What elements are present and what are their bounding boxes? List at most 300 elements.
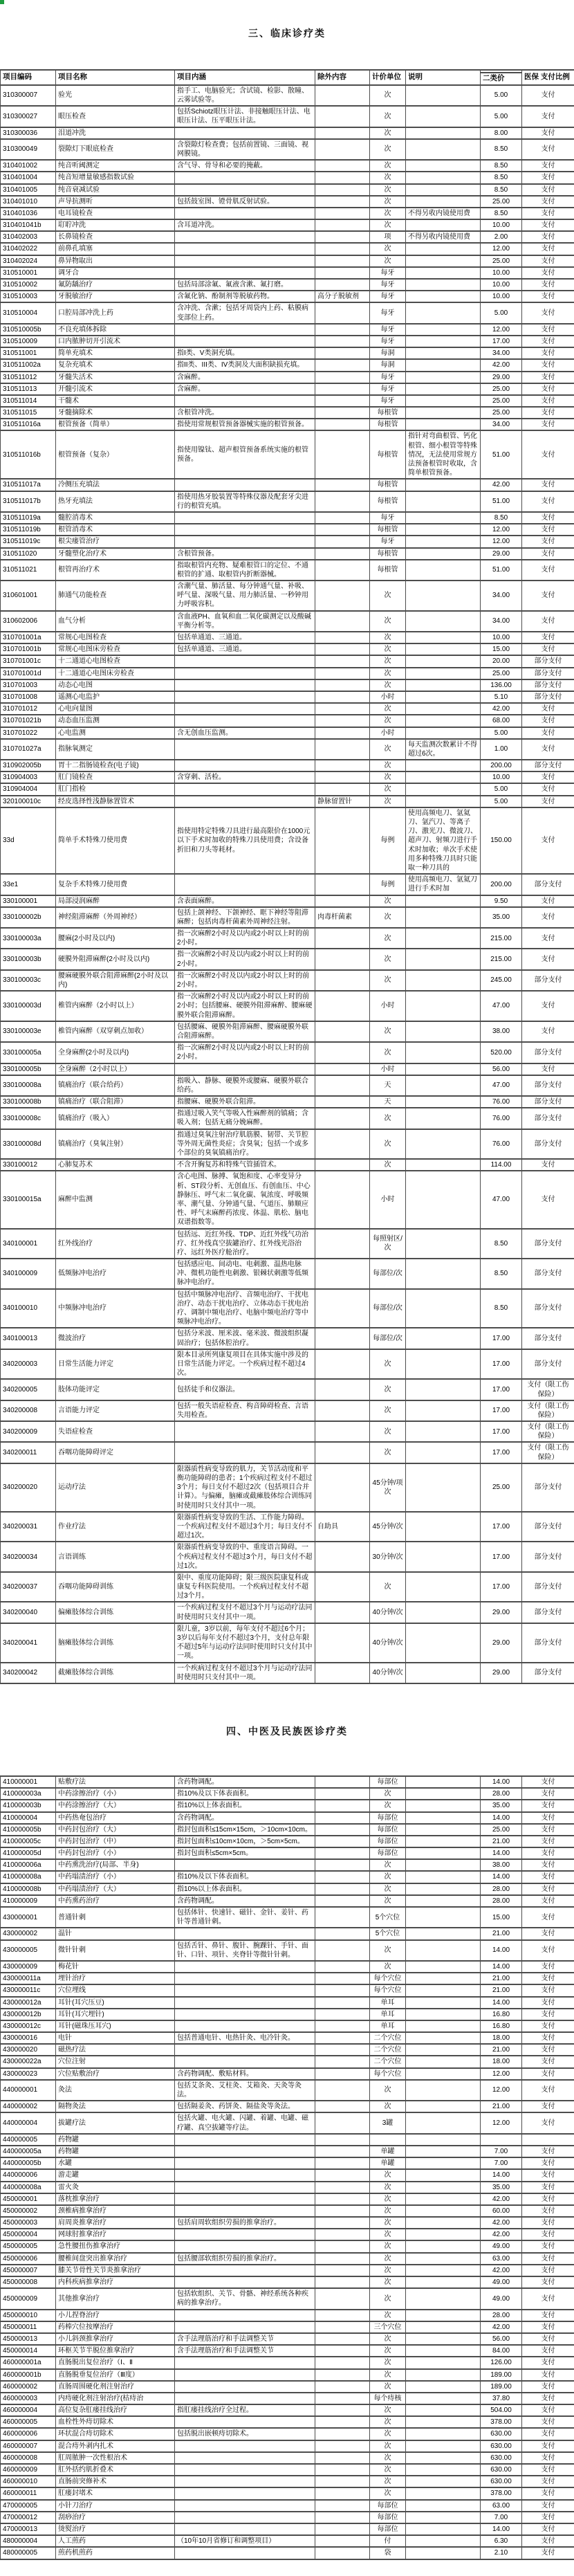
cell-exclusion xyxy=(315,2146,370,2157)
cell-item-name: 纯音衰减试验 xyxy=(56,184,175,196)
cell-content: 含潮气量、肺活量、每分钟通气量、补吸、呼气量、深吸气量、用力肺活量、一秒钟用力呼吸容积。 xyxy=(175,581,315,611)
cell-item-name: 指脉氧测定 xyxy=(56,739,175,760)
cell-price: 10.00 xyxy=(481,219,522,231)
cell-content: 限本目录所列康复项目在具体实施中涉及的日常生活能力评定。一个疾病过程不超过4次。 xyxy=(175,1349,315,1380)
cell-content: （10年10月省修订和调整项目） xyxy=(175,2535,315,2547)
cell-pay-ratio: 支付 xyxy=(522,160,574,172)
table-row xyxy=(1,643,574,655)
cell-exclusion: 自助具 xyxy=(315,1512,370,1542)
cell-item-code: 310701001d xyxy=(1,668,56,679)
cell-content xyxy=(175,2321,315,2333)
cell-content: 包括普通电针、电热针灸、电冷针灸。 xyxy=(175,2032,315,2044)
cell-unit: 次 xyxy=(370,581,406,611)
cell-unit: 次 xyxy=(370,243,406,255)
cell-note xyxy=(406,2464,481,2476)
cell-exclusion xyxy=(315,1788,370,1800)
cell-pay-ratio: 部分支付 xyxy=(522,679,574,691)
cell-content: 含药物调配、敷贴材料。 xyxy=(175,2068,315,2080)
cell-unit: 次 xyxy=(370,668,406,679)
cell-note xyxy=(406,1512,481,1542)
table-row xyxy=(1,279,574,291)
cell-note xyxy=(406,336,481,347)
cell-pay-ratio: 支付 xyxy=(522,1973,574,1984)
cell-unit: 40分钟/次 xyxy=(370,1602,406,1623)
cell-unit: 每根管 xyxy=(370,491,406,512)
cell-content: 含手法理筋治疗和手法调整关节 xyxy=(175,2333,315,2345)
table-row xyxy=(1,2500,574,2512)
cell-pay-ratio: 支付 xyxy=(522,2240,574,2252)
cell-exclusion xyxy=(315,1442,370,1463)
cell-content xyxy=(175,874,315,895)
table-row xyxy=(1,760,574,771)
cell-unit: 每洞 xyxy=(370,347,406,359)
cell-exclusion xyxy=(315,231,370,243)
cell-price: 12.00 xyxy=(481,524,522,536)
cell-price: 42.00 xyxy=(481,703,522,715)
cell-price: 8.50 xyxy=(481,1259,522,1289)
table-row xyxy=(1,2265,574,2276)
table-header xyxy=(1,70,574,85)
cell-unit: 次 xyxy=(370,2182,406,2193)
cell-unit: 次 xyxy=(370,703,406,715)
cell-pay-ratio: 支付 xyxy=(522,1776,574,1788)
table-row xyxy=(1,739,574,760)
cell-item-name: 磁热疗法 xyxy=(56,2044,175,2056)
cell-exclusion xyxy=(315,267,370,279)
cell-unit: 次 xyxy=(370,2428,406,2440)
cell-pay-ratio: 支付 xyxy=(522,703,574,715)
cell-content: 包括腰部软组织劳损的推拿治疗。 xyxy=(175,2253,315,2265)
header-insurance-pay-ratio: 医保 支付比例 xyxy=(522,70,574,85)
cell-price: 5.10 xyxy=(481,691,522,703)
cell-item-code: 470000005 xyxy=(1,2500,56,2512)
cell-item-name: 直肠脱出复位治疗（Ⅰ、Ⅱ xyxy=(56,2357,175,2368)
cell-note xyxy=(406,2101,481,2112)
cell-unit: 45分钟/次 xyxy=(370,1512,406,1542)
cell-price: 18.00 xyxy=(481,2032,522,2044)
cell-pay-ratio: 支付 xyxy=(522,208,574,219)
cell-pay-ratio: 支付 xyxy=(522,1800,574,1811)
cell-note xyxy=(406,1788,481,1800)
cell-content: 指一次麻醉2小时及以内或2小时以上时的前2小时。 xyxy=(175,970,315,991)
cell-pay-ratio: 支付 xyxy=(522,2333,574,2345)
table-row xyxy=(1,2416,574,2428)
cell-item-name: 小儿捏脊治疗 xyxy=(56,2310,175,2321)
cell-unit: 次 xyxy=(370,1788,406,1800)
cell-pay-ratio: 部分支付 xyxy=(522,970,574,991)
cell-note xyxy=(406,1463,481,1512)
cell-item-code: 310300007 xyxy=(1,85,56,106)
cell-content xyxy=(175,2464,315,2476)
cell-content: 包括体针、快速针、磁针、金针、姜针、药针等普通针刺。 xyxy=(175,1907,315,1928)
cell-note xyxy=(406,771,481,783)
table-row xyxy=(1,2428,574,2440)
table-row xyxy=(1,1776,574,1788)
table-row xyxy=(1,970,574,991)
cell-item-name: 内痔硬化剂注射治疗(枯痔治 xyxy=(56,2393,175,2404)
cell-price: 76.00 xyxy=(481,1108,522,1129)
cell-exclusion xyxy=(315,139,370,160)
cell-content xyxy=(175,2393,315,2404)
table-row xyxy=(1,2217,574,2229)
cell-pay-ratio: 支付 xyxy=(522,2265,574,2276)
cell-note: 不得另收内镜使用费 xyxy=(406,231,481,243)
cell-exclusion xyxy=(315,419,370,430)
cell-content: 指II类、III类、IV类洞及大面积缺损充填。 xyxy=(175,359,315,371)
cell-note xyxy=(406,1063,481,1075)
cell-unit: 次 xyxy=(370,611,406,632)
cell-exclusion xyxy=(315,2310,370,2321)
cell-note: 使用高频电刀、氩氦刀进行手术时加 xyxy=(406,874,481,895)
table-row xyxy=(1,372,574,383)
cell-content: 含气导、骨导和必要的掩蔽。 xyxy=(175,160,315,172)
cell-price: 29.00 xyxy=(481,1663,522,1683)
cell-pay-ratio: 支付 xyxy=(522,419,574,430)
cell-note xyxy=(406,1096,481,1108)
table-row xyxy=(1,2333,574,2345)
cell-content xyxy=(175,2146,315,2157)
cell-note xyxy=(406,184,481,196)
cell-unit: 每根管 xyxy=(370,419,406,430)
cell-unit: 次 xyxy=(370,1871,406,1883)
cell-item-name: 刮痧治疗 xyxy=(56,2512,175,2523)
cell-price: 47.00 xyxy=(481,991,522,1021)
cell-unit: 小时 xyxy=(370,691,406,703)
cell-item-code: 450000008 xyxy=(1,2276,56,2288)
cell-item-code: 310701027a xyxy=(1,739,56,760)
cell-note xyxy=(406,1859,481,1871)
cell-item-code: 460000003 xyxy=(1,2393,56,2404)
cell-pay-ratio: 部分支付 xyxy=(522,1328,574,1349)
cell-note xyxy=(406,2080,481,2101)
cell-unit: 每根管 xyxy=(370,407,406,419)
cell-content: 含穿刺、活检。 xyxy=(175,771,315,783)
cell-content: 指手工、电脑验光；含试镜、检影、散瞳、云雾试验等。 xyxy=(175,85,315,106)
cell-unit: 次 xyxy=(370,1442,406,1463)
cell-item-code: 310511016b xyxy=(1,430,56,479)
cell-content: 包括一般失语症检查、构音障碍检查、言语失用检查。 xyxy=(175,1400,315,1421)
cell-item-code: 310511016a xyxy=(1,419,56,430)
table-row xyxy=(1,1042,574,1063)
cell-exclusion xyxy=(315,1928,370,1939)
cell-price: 8.50 xyxy=(481,172,522,183)
table-row xyxy=(1,1021,574,1042)
cell-item-name: 根管消毒术 xyxy=(56,524,175,536)
cell-exclusion xyxy=(315,1776,370,1788)
cell-unit: 每根管 xyxy=(370,479,406,491)
cell-price: 21.00 xyxy=(481,1984,522,1996)
cell-pay-ratio: 支付 xyxy=(522,291,574,302)
cell-item-code: 310701003 xyxy=(1,679,56,691)
cell-unit: 每牙 xyxy=(370,336,406,347)
cell-exclusion xyxy=(315,1602,370,1623)
cell-unit: 次 xyxy=(370,2487,406,2499)
cell-note xyxy=(406,2182,481,2193)
table-row xyxy=(1,2393,574,2404)
cell-note xyxy=(406,279,481,291)
cell-pay-ratio: 部分支付 xyxy=(522,760,574,771)
cell-pay-ratio: 部分支付 xyxy=(522,1602,574,1623)
cell-item-code: 330100008a xyxy=(1,1075,56,1096)
cell-item-name: 鼻异物取出 xyxy=(56,255,175,267)
cell-price: 17.00 xyxy=(481,1328,522,1349)
table-row xyxy=(1,1788,574,1800)
cell-item-name: 言语能力评定 xyxy=(56,1400,175,1421)
cell-pay-ratio: 支付 xyxy=(522,2044,574,2056)
cell-exclusion xyxy=(315,184,370,196)
cell-note xyxy=(406,347,481,359)
cell-exclusion xyxy=(315,1997,370,2009)
cell-content: 一个疾病过程支付不超过3个月与运动疗法同时使用时只支付其中一项。 xyxy=(175,1663,315,1683)
cell-item-name: 直肠前突修补术 xyxy=(56,2476,175,2487)
cell-price: 17.00 xyxy=(481,1400,522,1421)
cell-pay-ratio: 支付 xyxy=(522,895,574,907)
table-row xyxy=(1,1229,574,1259)
cell-content: 含药物调配。 xyxy=(175,1895,315,1907)
cell-unit: 每牙 xyxy=(370,279,406,291)
table-row xyxy=(1,771,574,783)
cell-price: 60.00 xyxy=(481,2205,522,2217)
cell-item-code: 330100002b xyxy=(1,907,56,928)
cell-pay-ratio: 支付 xyxy=(522,1928,574,1939)
table-row xyxy=(1,2345,574,2357)
cell-unit: 次 xyxy=(370,2345,406,2357)
cell-unit: 30分钟/次 xyxy=(370,1542,406,1572)
cell-exclusion xyxy=(315,2416,370,2428)
cell-item-name: 颈椎病推拿治疗 xyxy=(56,2205,175,2217)
cell-exclusion xyxy=(315,2044,370,2056)
cell-item-code: 480000004 xyxy=(1,2535,56,2547)
cell-item-name: 肛门指检 xyxy=(56,783,175,795)
cell-note xyxy=(406,2205,481,2217)
cell-price: 25.00 xyxy=(481,383,522,395)
cell-item-code: 310511012 xyxy=(1,372,56,383)
cell-note xyxy=(406,2357,481,2368)
cell-note xyxy=(406,372,481,383)
cell-note xyxy=(406,85,481,106)
cell-item-code: 410000009 xyxy=(1,1895,56,1907)
cell-item-code: 310511002a xyxy=(1,359,56,371)
cell-content xyxy=(175,184,315,196)
cell-item-name: 肺通气功能检查 xyxy=(56,581,175,611)
cell-exclusion xyxy=(315,512,370,524)
cell-unit: 40分钟/次 xyxy=(370,1663,406,1683)
cell-note xyxy=(406,172,481,183)
cell-pay-ratio: 支付 xyxy=(522,184,574,196)
cell-exclusion xyxy=(315,1895,370,1907)
cell-note xyxy=(406,2523,481,2535)
cell-price: 14.00 xyxy=(481,2523,522,2535)
cell-exclusion xyxy=(315,2157,370,2169)
cell-price: 1.00 xyxy=(481,739,522,760)
cell-price: 17.00 xyxy=(481,1572,522,1602)
cell-pay-ratio: 支付 xyxy=(522,2547,574,2559)
cell-price: 5.00 xyxy=(481,727,522,739)
cell-note xyxy=(406,1379,481,1400)
table-row xyxy=(1,2253,574,2265)
cell-item-name: 牙脱敏治疗 xyxy=(56,291,175,302)
table-row xyxy=(1,691,574,703)
table-row xyxy=(1,407,574,419)
table-row xyxy=(1,512,574,524)
cell-unit: 次 xyxy=(370,1883,406,1895)
cell-item-name: 烫熨治疗 xyxy=(56,2523,175,2535)
cell-note xyxy=(406,2044,481,2056)
table-row xyxy=(1,1512,574,1542)
table-row xyxy=(1,2476,574,2487)
cell-item-code: 470000012 xyxy=(1,2512,56,2523)
cell-content xyxy=(175,2487,315,2499)
cell-exclusion xyxy=(315,2500,370,2512)
table-row xyxy=(1,2440,574,2452)
cell-item-code: 330100008c xyxy=(1,1108,56,1129)
cell-exclusion xyxy=(315,2229,370,2240)
header-note: 说明 xyxy=(406,70,481,85)
cell-item-code: 460000007 xyxy=(1,2440,56,2452)
cell-content xyxy=(175,679,315,691)
cell-pay-ratio: 支付 xyxy=(522,2080,574,2101)
cell-item-name: 言语训练 xyxy=(56,1542,175,1572)
cell-content: 含心电图、脉搏、氧饱和度、心率变异分析、ST段分析、无创血压、有创血压、中心静脉压、呼气末二氧化碳、氧浓度、呼吸频率、潮气量、分钟通气量、气道压、肺顺应性、呼气末麻醉药浓度、体温、肌松、脑电双谱指数等。 xyxy=(175,1171,315,1228)
cell-content xyxy=(175,2512,315,2523)
cell-price: 114.00 xyxy=(481,1159,522,1171)
cell-pay-ratio: 支付 xyxy=(522,324,574,336)
cell-price: 34.00 xyxy=(481,419,522,430)
cell-item-name: 普通针刺 xyxy=(56,1907,175,1928)
table-row xyxy=(1,2381,574,2393)
cell-item-name: 干髓术 xyxy=(56,395,175,407)
table-row xyxy=(1,783,574,795)
cell-content: 含表面麻醉。 xyxy=(175,895,315,907)
cell-note xyxy=(406,2487,481,2499)
header-price-class-2: 二类价 xyxy=(481,73,522,85)
cell-item-name: 根管预备（简单） xyxy=(56,419,175,430)
cell-item-name: 微针针刺 xyxy=(56,1940,175,1961)
cell-unit: 5个穴位 xyxy=(370,1907,406,1928)
cell-content xyxy=(175,1973,315,1984)
cell-exclusion xyxy=(315,491,370,512)
cell-item-code: 430000011c xyxy=(1,1984,56,1996)
cell-item-code: 410000008b xyxy=(1,1883,56,1895)
table-row xyxy=(1,1883,574,1895)
table-row xyxy=(1,184,574,196)
cell-item-name: 中药封包治疗（小） xyxy=(56,1847,175,1859)
cell-item-name: 中药封包治疗（中） xyxy=(56,1836,175,1847)
cell-item-code: 310510004 xyxy=(1,302,56,323)
table-row xyxy=(1,2032,574,2044)
cell-price: 8.50 xyxy=(481,160,522,172)
cell-unit xyxy=(370,2134,406,2146)
cell-price: 12.00 xyxy=(481,324,522,336)
cell-content: 限器质性病变导致的肌力，关节活动度和平衡功能障碍的患者；1个疾病过程支付不超过3个月；每日支付不超过2次（包括项目合并计算）。与偏瘫，脑瘫或截瘫肢体综合训练同时使用时只支付其中一项。 xyxy=(175,1463,315,1512)
cell-pay-ratio: 支付 xyxy=(522,2169,574,2181)
cell-note xyxy=(406,407,481,419)
cell-content: 指一次麻醉2小时及以内或2小时以上时的前2小时。 xyxy=(175,1042,315,1063)
cell-item-code: 330100003e xyxy=(1,1021,56,1042)
cell-content: 含冲洗、含漱；包括牙周袋内上药、粘膜病变部位上药。 xyxy=(175,302,315,323)
cell-exclusion xyxy=(315,1883,370,1895)
cell-unit: 单耳 xyxy=(370,2009,406,2020)
cell-exclusion xyxy=(315,655,370,667)
cell-exclusion xyxy=(315,679,370,691)
table-row xyxy=(1,1973,574,1984)
table-row xyxy=(1,560,574,581)
header-exclusion: 除外内容 xyxy=(315,70,370,85)
cell-note xyxy=(406,1928,481,1939)
table-row xyxy=(1,231,574,243)
cell-content xyxy=(175,1421,315,1442)
cell-price: 12.00 xyxy=(481,2080,522,2101)
cell-item-name: 心肺复苏术 xyxy=(56,1159,175,1171)
table-row xyxy=(1,2134,574,2146)
cell-content xyxy=(175,2381,315,2393)
cell-exclusion xyxy=(315,1940,370,1961)
table-row xyxy=(1,536,574,547)
cell-item-name: 中药涂擦治疗（小） xyxy=(56,1788,175,1800)
cell-exclusion xyxy=(315,85,370,106)
cell-exclusion xyxy=(315,1836,370,1847)
cell-item-name: 局部浸润麻醉 xyxy=(56,895,175,907)
cell-note xyxy=(406,2265,481,2276)
cell-pay-ratio: 支付 xyxy=(522,2009,574,2020)
table-row xyxy=(1,1096,574,1108)
table-row xyxy=(1,1997,574,2009)
cell-exclusion xyxy=(315,208,370,219)
table-row xyxy=(1,524,574,536)
header-item-name: 项目名称 xyxy=(56,70,175,85)
table-row xyxy=(1,219,574,231)
cell-exclusion xyxy=(315,2357,370,2368)
table-row xyxy=(1,1542,574,1572)
cell-exclusion xyxy=(315,2101,370,2112)
cell-pay-ratio: 部分支付 xyxy=(522,1349,574,1380)
table-row xyxy=(1,796,574,807)
cell-item-name: 纯音短增量敏感指数试验 xyxy=(56,172,175,183)
cell-content: 指一次麻醉2小时及以内或2小时以上时的前2小时；包括腰麻、硬膜外阻滞麻醉、腰麻硬膜外联合阻滞麻醉。 xyxy=(175,991,315,1021)
cell-unit: 次 xyxy=(370,1159,406,1171)
cell-exclusion xyxy=(315,560,370,581)
table-row xyxy=(1,1400,574,1421)
cell-content: 包括腰麻、硬膜外阻滞麻醉、腰麻硬膜外联合阻滞麻醉。 xyxy=(175,1021,315,1042)
cell-pay-ratio: 部分支付 xyxy=(522,691,574,703)
cell-content: 指10%及以下体表面积。 xyxy=(175,1788,315,1800)
table-row xyxy=(1,1379,574,1400)
cell-unit: 次 xyxy=(370,1421,406,1442)
cell-item-code: 310510002 xyxy=(1,279,56,291)
table-row xyxy=(1,1349,574,1380)
cell-price: 25.00 xyxy=(481,196,522,208)
cell-content xyxy=(175,2440,315,2452)
cell-price: 28.00 xyxy=(481,1895,522,1907)
cell-note xyxy=(406,267,481,279)
cell-note xyxy=(406,2288,481,2309)
cell-note xyxy=(406,1623,481,1663)
cell-exclusion xyxy=(315,1421,370,1442)
cell-content xyxy=(175,2020,315,2032)
fee-table-tcm xyxy=(0,1775,574,2560)
cell-pay-ratio: 支付 xyxy=(522,479,574,491)
cell-item-code: 440000004 xyxy=(1,2112,56,2133)
cell-unit: 天 xyxy=(370,1075,406,1096)
table-row xyxy=(1,2321,574,2333)
cell-price: 10.00 xyxy=(481,771,522,783)
cell-note xyxy=(406,1542,481,1572)
table-row xyxy=(1,1859,574,1871)
cell-unit: 天 xyxy=(370,1096,406,1108)
cell-pay-ratio: 部分支付 xyxy=(522,874,574,895)
cell-note xyxy=(406,139,481,160)
cell-exclusion xyxy=(315,2205,370,2217)
